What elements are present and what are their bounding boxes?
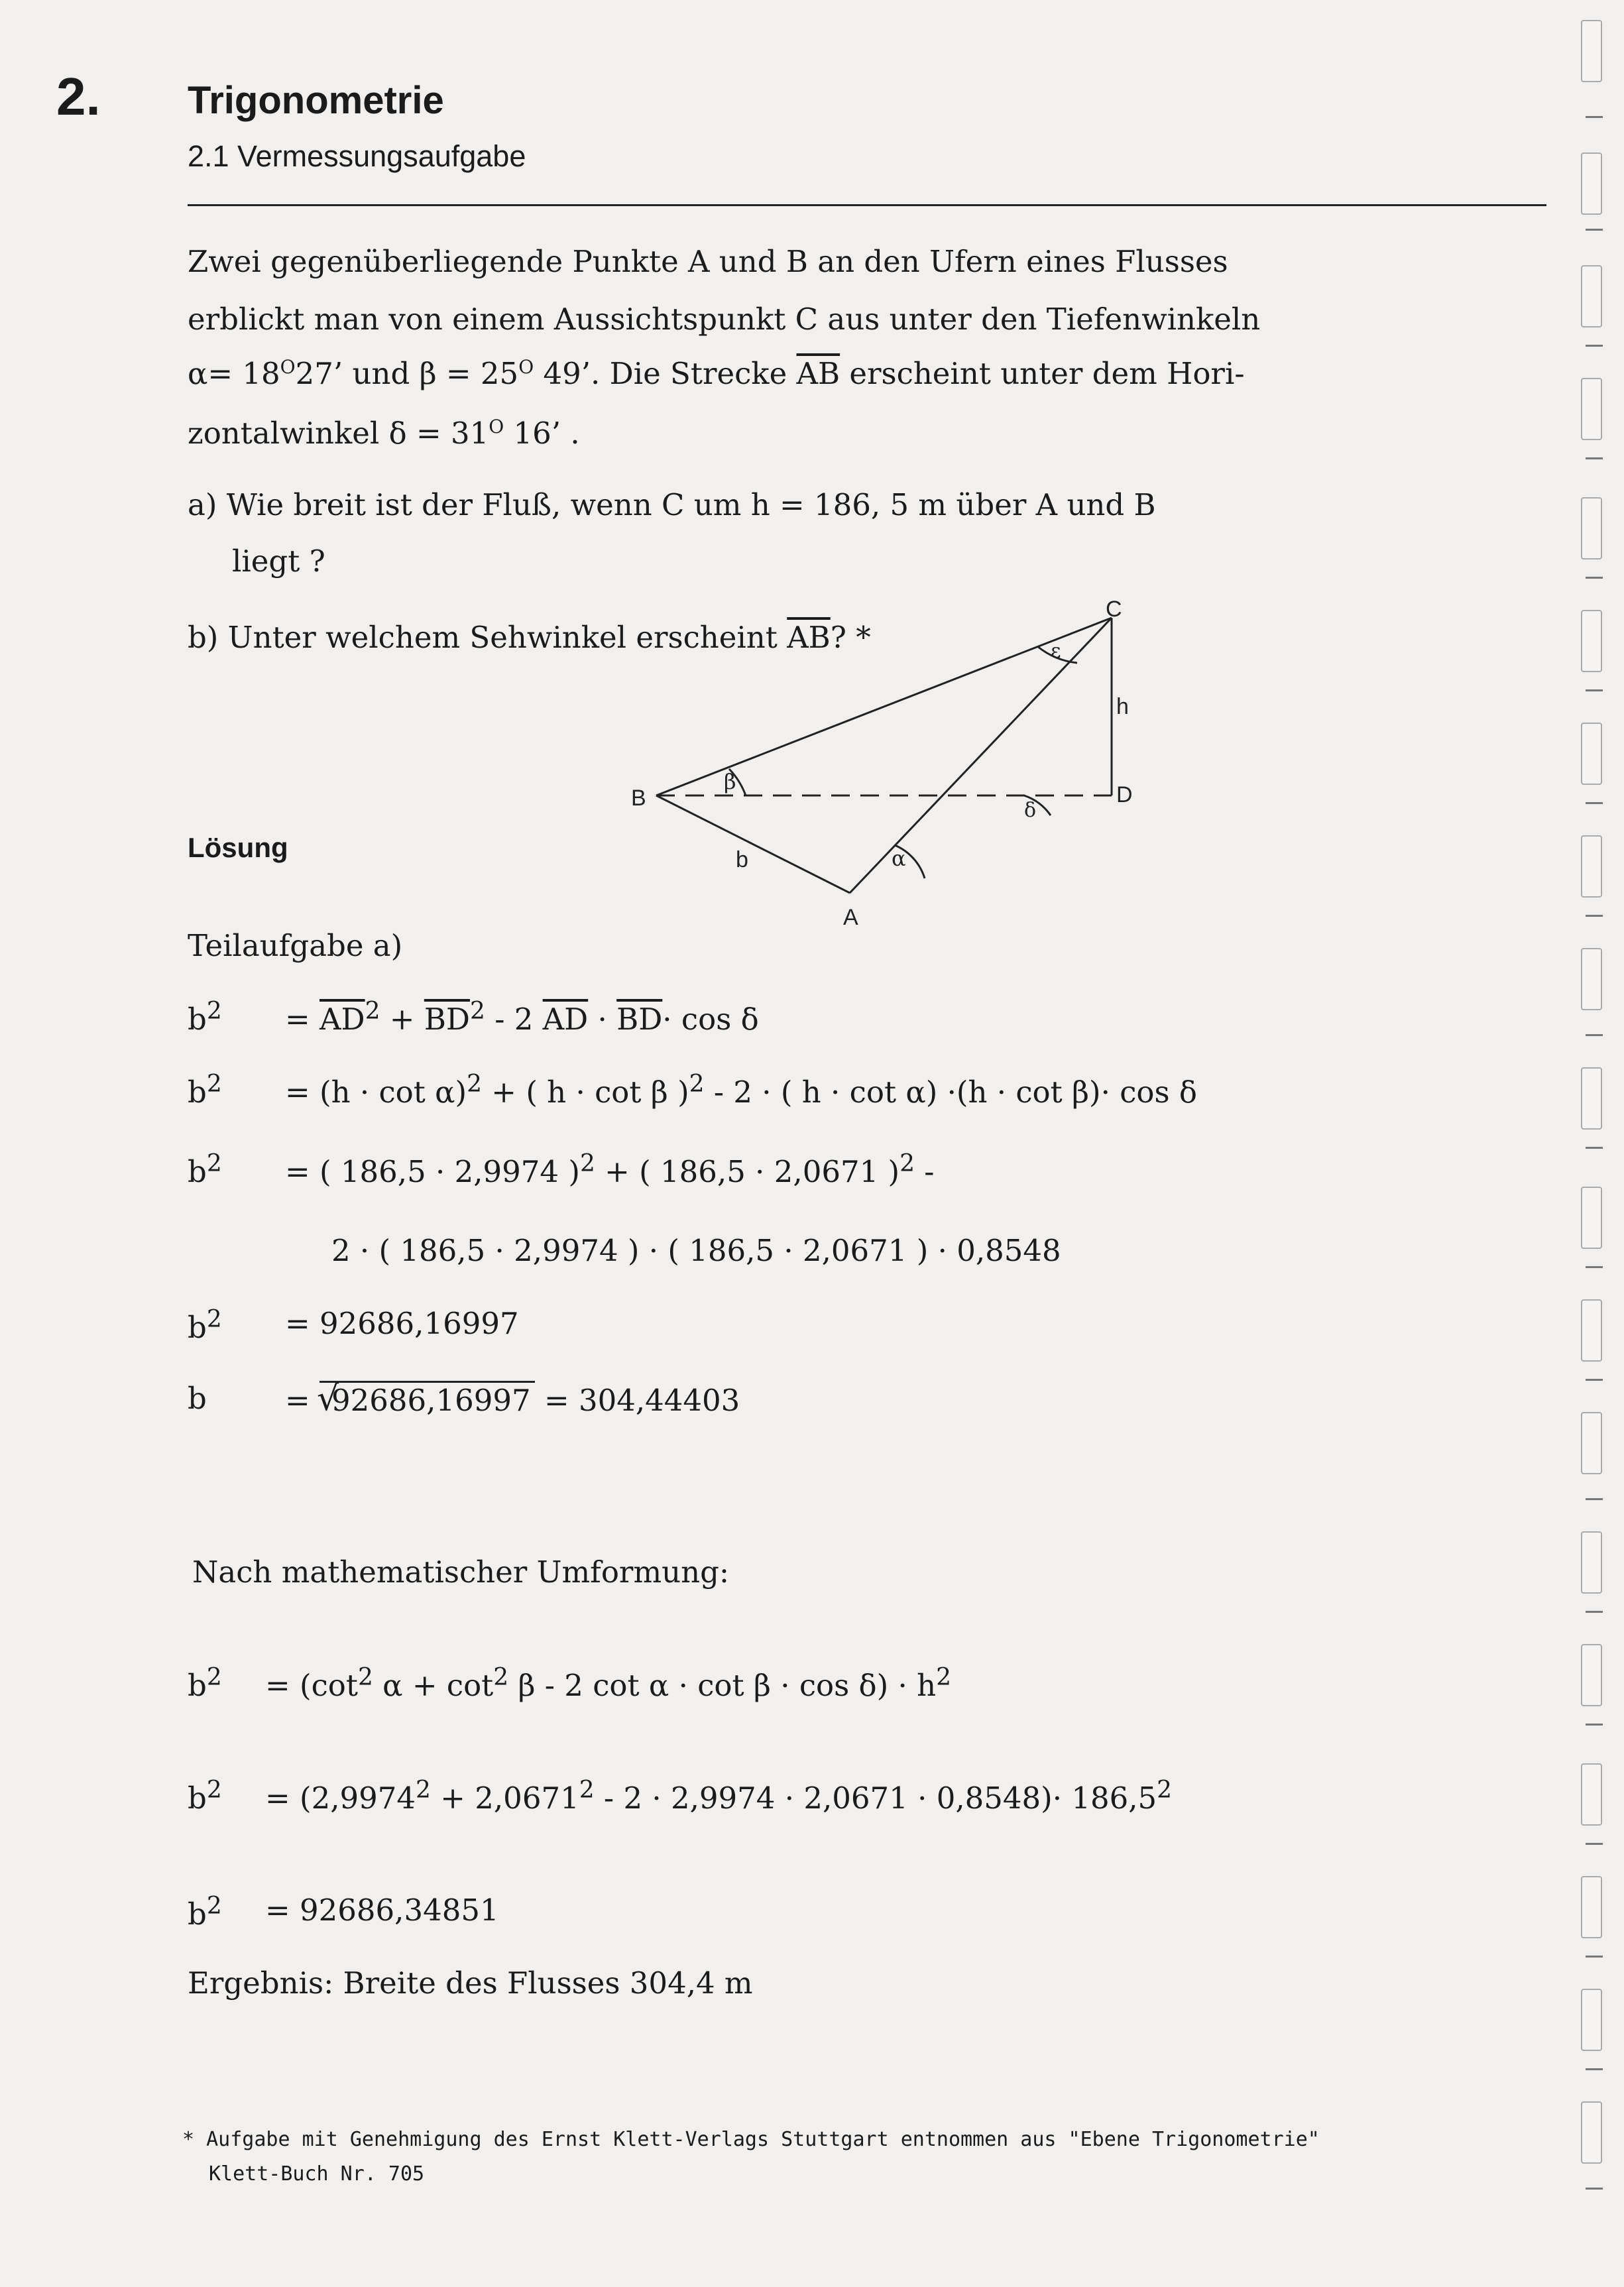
sup: 2 [469,998,485,1025]
sqrt-radicand [319,1381,535,1418]
text: b [188,1897,207,1932]
text: = (2,9974 [265,1781,416,1816]
eq2-rhs [285,1071,1197,1110]
sup: 2 [365,998,380,1025]
text: · [588,1002,617,1037]
sup: 2 [357,1664,373,1691]
label-eps: ε [1051,640,1061,663]
text: b [188,1002,207,1037]
eq7-rhs [265,1664,951,1703]
segment-bd: $\overline{BD}$ [616,1002,663,1037]
question-a-line-1: a) Wie breit ist der Fluß, wenn C um h = 186, 5 m über A und B [188,487,1156,522]
label-d: D [1116,782,1133,807]
sqrt-sign-icon: √ [317,1379,339,1419]
sup: 2 [206,1071,222,1098]
text: ? * [830,620,871,655]
sup: 2 [936,1664,951,1691]
label-a: A [843,905,858,930]
text: b) Unter welchem Sehwinkel erscheint [188,620,787,655]
footnote-line-2: Klett-Buch Nr. 705 [209,2162,425,2186]
text: 92686,16997 [331,1383,531,1418]
eq6-lhs: b [188,1381,207,1416]
sup: 2 [1157,1777,1173,1804]
text: - [914,1154,935,1189]
segment-bd: $\overline{BD}$ [424,1002,470,1037]
eq2-lhs [188,1071,222,1110]
eq3-rhs [285,1150,935,1189]
problem-line-2: erblickt man von einem Aussichtspunkt C aus unter den Tiefenwinkeln [188,302,1261,337]
label-alpha: α [892,846,906,871]
sup: 2 [493,1664,509,1691]
text: erscheint unter dem Hori- [840,356,1245,391]
text: = (h · cot α) [285,1075,467,1110]
chapter-number: 2. [56,67,101,126]
text: zontalwinkel δ = 31 [188,416,489,451]
text: + [380,1002,424,1037]
question-a-line-2: liegt ? [232,544,325,579]
eq5-lhs [188,1306,222,1345]
sup: 2 [579,1150,595,1177]
solution-heading: Lösung [188,832,288,863]
text: = [285,1002,320,1037]
segment-ab: $\overline{AB}$ [787,620,831,655]
eq1-lhs [188,998,222,1037]
sup: 2 [206,1893,222,1920]
footnote-line-1: * Aufgabe mit Genehmigung des Ernst Klett-Verlags Stuttgart entnommen aus "Ebene Trigonometrie" [182,2128,1320,2151]
sup: O [518,356,534,378]
label-c: C [1106,597,1122,622]
eq7-lhs [188,1664,222,1703]
sup: 2 [206,1306,222,1333]
text: α + cot [373,1668,494,1703]
text: - 2 · 2,9974 · 2,0671 · 0,8548)· 186,5 [594,1781,1157,1816]
sup: 2 [206,1150,222,1177]
subtask-a: Teilaufgabe a) [188,928,403,963]
text: 49’. Die Strecke [534,356,797,391]
sup: 2 [206,998,222,1025]
eq9-lhs [188,1893,222,1932]
eq8-rhs [265,1777,1172,1816]
text: = (cot [265,1668,358,1703]
text: α= 18 [188,356,280,391]
transform-intro: Nach mathematischer Umformung: [192,1554,730,1590]
eq4: 2 · ( 186,5 · 2,9974 ) · ( 186,5 · 2,0671 ) · 0,8548 [331,1233,1061,1268]
sup: O [280,356,296,378]
label-b: B [631,786,646,811]
text: b [188,1075,207,1110]
text: 27’ und β = 25 [295,356,519,391]
text: + 2,0671 [430,1781,579,1816]
section-title: 2.1 Vermessungsaufgabe [188,139,526,173]
label-side-b: b [736,847,748,872]
text: 16’ . [504,416,580,451]
line-ba [656,795,850,893]
sup: 2 [899,1150,915,1177]
text: b [188,1781,207,1816]
text: - 2 [485,1002,543,1037]
text: = 304,44403 [544,1383,740,1418]
text: = [285,1383,310,1418]
segment-ad: $\overline{AD}$ [319,1002,365,1037]
segment-ab: $\overline{AB}$ [796,356,841,391]
text: · cos δ [662,1002,759,1037]
text: b [188,1154,207,1189]
segment-ad: $\overline{AD}$ [542,1002,589,1037]
label-beta: β [724,769,736,794]
problem-line-1: Zwei gegenüberliegende Punkte A und B an den Ufern eines Flusses [188,244,1228,279]
text: + ( 186,5 · 2,0671 ) [595,1154,900,1189]
line-ac [850,618,1112,893]
text: b [188,1310,207,1345]
text: + ( h · cot β ) [482,1075,689,1110]
chapter-title: Trigonometrie [188,79,444,122]
eq3-lhs [188,1150,222,1189]
sup: 2 [689,1071,705,1098]
sup: 2 [579,1777,595,1804]
label-delta: δ [1024,799,1037,822]
sup: O [489,416,504,438]
text: b [188,1668,207,1703]
eq5-rhs: = 92686,16997 [285,1306,519,1341]
eq9-rhs: = 92686,34851 [265,1893,499,1928]
result: Ergebnis: Breite des Flusses 304,4 m [188,1965,753,2001]
sup: 2 [416,1777,431,1804]
sup: 2 [467,1071,482,1098]
eq8-lhs [188,1777,222,1816]
label-h: h [1116,694,1129,719]
text: β - 2 cot α · cot β · cos δ) · h [508,1668,937,1703]
eq6-rhs [285,1381,740,1418]
eq1-rhs [285,998,759,1037]
text: - 2 · ( h · cot α) ·(h · cot β)· cos δ [704,1075,1197,1110]
text: = ( 186,5 · 2,9974 ) [285,1154,580,1189]
sup: 2 [206,1664,222,1691]
sup: 2 [206,1777,222,1804]
